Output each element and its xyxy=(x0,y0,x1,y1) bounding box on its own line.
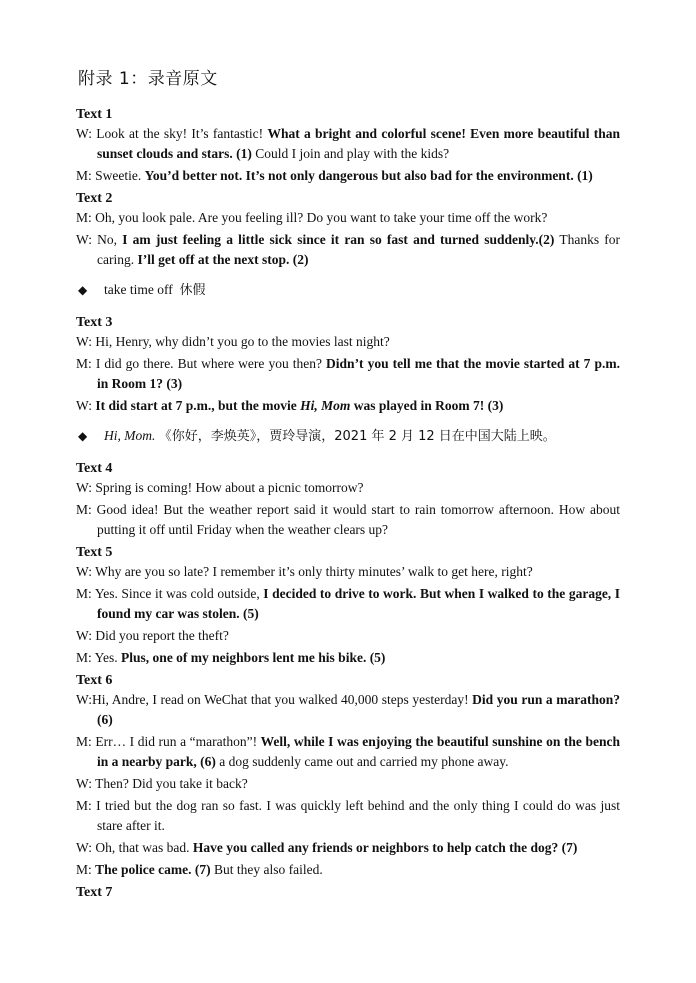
dialogue-text: Hi, Andre, I read on WeChat that you walked 40,000 steps yesterday! xyxy=(92,692,473,707)
dialogue-line xyxy=(76,208,620,228)
speaker-label: M: xyxy=(76,502,92,517)
dialogue-line xyxy=(76,332,620,352)
text-3-heading: Text 3 xyxy=(76,315,113,330)
speaker-label: M: xyxy=(76,862,92,877)
text-5-heading: Text 5 xyxy=(76,545,113,560)
dialogue-line xyxy=(76,500,620,540)
key-sentence: The police came. (7) xyxy=(95,862,211,877)
key-sentence: Well, while I was enjoying the beautiful sunshine on the bench in a nearby park, (6) xyxy=(97,734,620,769)
note-term: take time off xyxy=(104,282,173,297)
dialogue-line xyxy=(76,648,620,668)
dialogue-text: Why are you so late? I remember it’s only thirty minutes’ walk to get here, right? xyxy=(92,564,533,579)
note-translation: 休假 xyxy=(179,283,206,298)
dialogue-text: Hi, Henry, why didn’t you go to the movies last night? xyxy=(92,334,390,349)
note-term: Hi, Mom. xyxy=(104,428,156,443)
speaker-label: W: xyxy=(76,776,92,791)
dialogue-line xyxy=(76,774,620,794)
speaker-label: W: xyxy=(76,126,92,141)
key-sentence: was played in Room 7! (3) xyxy=(350,398,504,413)
dialogue-line xyxy=(76,354,620,394)
dialogue-line xyxy=(76,478,620,498)
speaker-label: W: xyxy=(76,692,92,707)
dialogue-text: Yes. xyxy=(91,650,122,665)
dialogue-text: Yes. Since it was cold outside, xyxy=(91,586,264,601)
vocabulary-note xyxy=(78,426,620,447)
dialogue-line xyxy=(76,860,620,880)
dialogue-text: But they also failed. xyxy=(210,862,323,877)
speaker-label: M: xyxy=(76,356,92,371)
text-2-heading: Text 2 xyxy=(76,191,113,206)
key-sentence: What a bright and colorful scene! Even more beautiful than sunset clouds and stars. (1) xyxy=(97,126,620,161)
speaker-label: W: xyxy=(76,564,92,579)
key-sentence: It did start at 7 p.m., but the movie xyxy=(92,398,301,413)
key-sentence: Did you run a marathon? (6) xyxy=(97,692,620,727)
speaker-label: M: xyxy=(76,734,92,749)
speaker-label: W: xyxy=(76,232,92,247)
diamond-bullet-icon: ◆ xyxy=(78,429,88,443)
dialogue-text: Did you report the theft? xyxy=(92,628,229,643)
text-1-heading: Text 1 xyxy=(76,107,113,122)
dialogue-text: Err… I did run a “marathon”! xyxy=(91,734,261,749)
speaker-label: M: xyxy=(76,586,92,601)
speaker-label: W: xyxy=(76,840,92,855)
speaker-label: W: xyxy=(76,398,92,413)
dialogue-line xyxy=(76,690,620,730)
dialogue-line xyxy=(76,396,620,416)
dialogue-line xyxy=(76,230,620,270)
speaker-label: M: xyxy=(76,210,92,225)
key-sentence: You’d better not. It’s not only dangerous but also bad for the environment. (1) xyxy=(144,168,593,183)
dialogue-line xyxy=(76,838,620,858)
dialogue-text: I did go there. But where were you then? xyxy=(91,356,327,371)
movie-title: Hi, Mom xyxy=(300,398,351,413)
dialogue-line xyxy=(76,562,620,582)
text-4-heading: Text 4 xyxy=(76,461,113,476)
speaker-label: W: xyxy=(76,628,92,643)
key-sentence: Plus, one of my neighbors lent me his bike. (5) xyxy=(121,650,386,665)
dialogue-text: Spring is coming! How about a picnic tomorrow? xyxy=(92,480,364,495)
key-sentence: I’ll get off at the next stop. (2) xyxy=(137,252,309,267)
dialogue-text: a dog suddenly came out and carried my phone away. xyxy=(215,754,509,769)
dialogue-text: Good idea! But the weather report said it would start to rain tomorrow afternoon. How about putting it off until Friday when the weather clears up? xyxy=(91,502,620,537)
dialogue-text: I tried but the dog ran so fast. I was quickly left behind and the only thing I could do was just stare after it. xyxy=(91,798,620,833)
key-sentence: Didn’t you tell me that the movie started at 7 p.m. in Room 1? (3) xyxy=(97,356,620,391)
dialogue-text: Sweetie. xyxy=(91,168,145,183)
speaker-label: W: xyxy=(76,480,92,495)
speaker-label: M: xyxy=(76,168,92,183)
key-sentence: I am just feeling a little sick since it ran so fast and turned suddenly.(2) xyxy=(122,232,555,247)
dialogue-line xyxy=(76,124,620,164)
dialogue-line xyxy=(76,584,620,624)
dialogue-text: Look at the sky! It’s fantastic! xyxy=(92,126,268,141)
diamond-bullet-icon: ◆ xyxy=(78,283,88,297)
dialogue-line xyxy=(76,732,620,772)
text-6-heading: Text 6 xyxy=(76,673,113,688)
speaker-label: W: xyxy=(76,334,92,349)
key-sentence: Have you called any friends or neighbors to help catch the dog? (7) xyxy=(192,840,578,855)
note-translation: 《你好，李焕英》，贾玲导演，2021 年 2 月 12 日在中国大陆上映。 xyxy=(158,429,556,444)
dialogue-text: Could I join and play with the kids? xyxy=(251,146,450,161)
page-title: 附录 1：录音原文 xyxy=(78,69,218,89)
dialogue-line xyxy=(76,166,620,186)
text-7-heading: Text 7 xyxy=(76,885,113,900)
dialogue-text: Oh, you look pale. Are you feeling ill? Do you want to take your time off the work? xyxy=(91,210,548,225)
speaker-label: M: xyxy=(76,650,92,665)
speaker-label: M: xyxy=(76,798,92,813)
dialogue-text: Then? Did you take it back? xyxy=(92,776,248,791)
key-sentence: I decided to drive to work. But when I walked to the garage, I found my car was stolen. (5) xyxy=(97,586,620,621)
dialogue-line xyxy=(76,626,620,646)
dialogue-text: Thanks for caring. xyxy=(97,232,620,267)
vocabulary-note xyxy=(78,280,620,301)
dialogue-text: No, xyxy=(92,232,123,247)
dialogue-line xyxy=(76,796,620,836)
dialogue-text: Oh, that was bad. xyxy=(92,840,193,855)
